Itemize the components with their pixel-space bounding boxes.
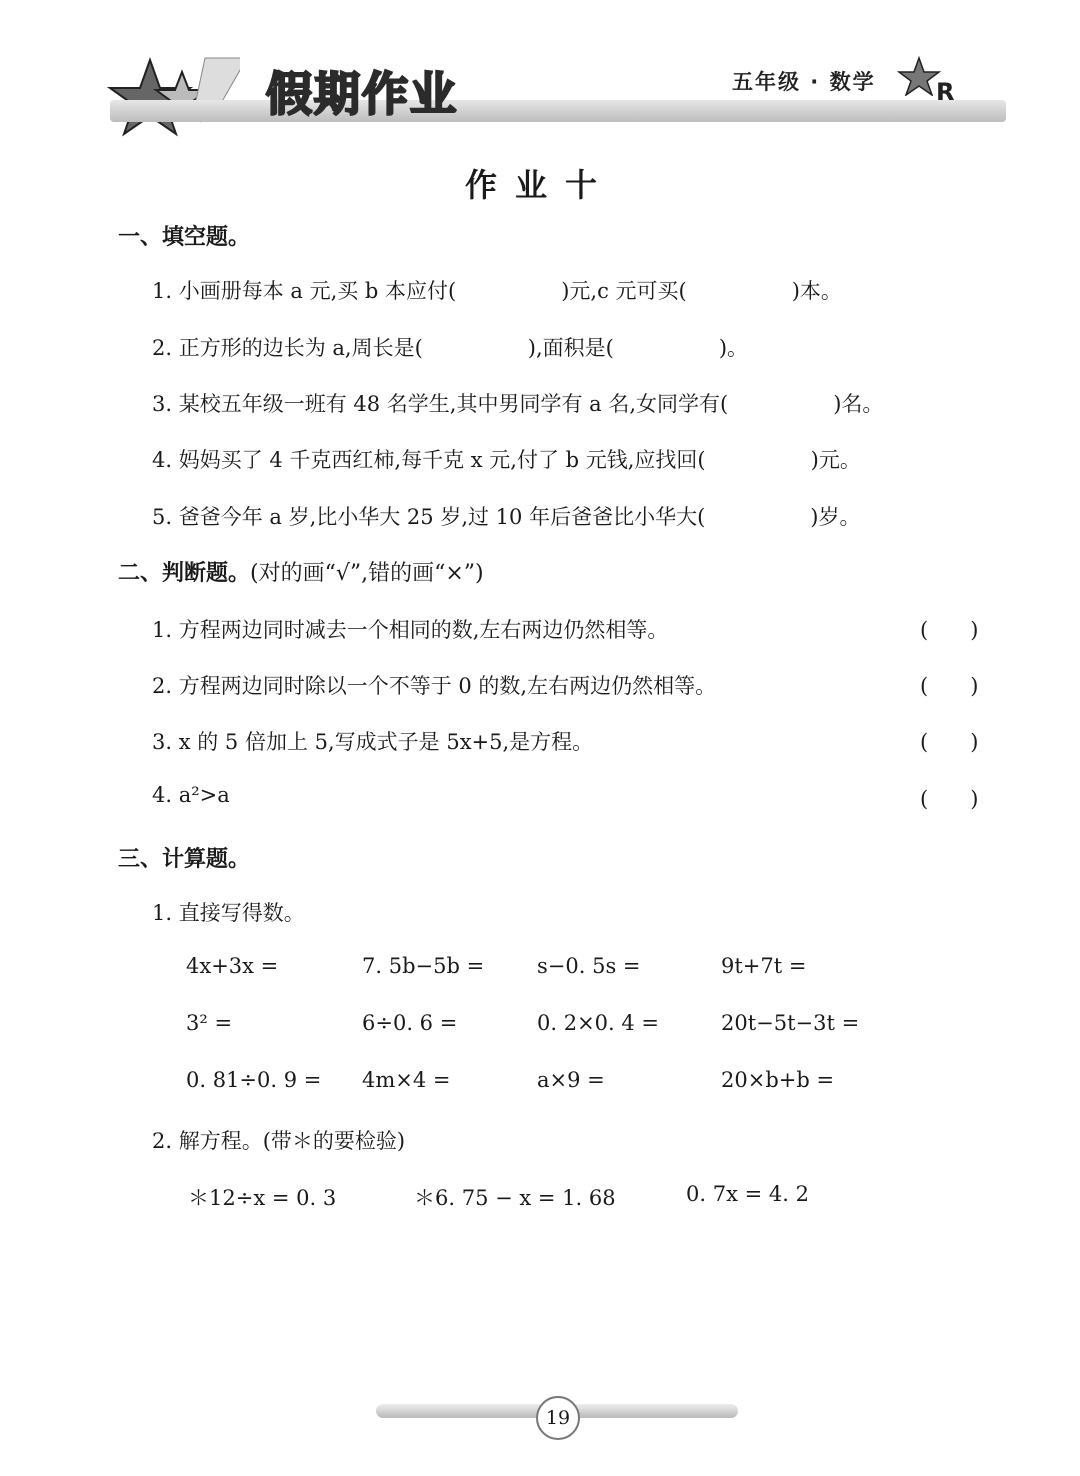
fill-question-5: 5. 爸爸今年 a 岁,比小华大 25 岁,过 10 年后爸爸比小华大( )岁。 — [152, 505, 861, 529]
answer-paren[interactable]: ( ) — [920, 618, 979, 642]
equation-1: ＊12÷x = 0. 3 — [188, 1186, 337, 1210]
answer-paren[interactable]: ( ) — [920, 674, 979, 698]
section-judge-note: (对的画“√”,错的画“×”) — [250, 561, 484, 586]
fill-question-2: 2. 正方形的边长为 a,周长是( ),面积是( )。 — [152, 336, 749, 360]
calc-sub1-label: 1. 直接写得数。 — [152, 901, 305, 925]
calc-cell: s−0. 5s = — [537, 954, 641, 978]
judge-question-1: 1. 方程两边同时减去一个相同的数,左右两边仍然相等。 — [152, 618, 669, 642]
equation-2: ＊6. 75 − x = 1. 68 — [414, 1186, 616, 1210]
calc-cell: 4x+3x = — [186, 954, 279, 978]
calc-cell: 20t−5t−3t = — [721, 1011, 860, 1035]
calc-cell: 0. 81÷0. 9 = — [186, 1068, 322, 1092]
judge-question-3: 3. x 的 5 倍加上 5,写成式子是 5x+5,是方程。 — [152, 730, 594, 754]
fill-question-1: 1. 小画册每本 a 元,买 b 本应付( )元,c 元可买( )本。 — [152, 279, 842, 303]
equation-3: 0. 7x = 4. 2 — [686, 1182, 809, 1206]
calc-cell: 20×b+b = — [721, 1068, 835, 1092]
fill-question-4: 4. 妈妈买了 4 千克西红柿,每千克 x 元,付了 b 元钱,应找回( )元。 — [152, 448, 861, 472]
calc-cell: a×9 = — [537, 1068, 605, 1092]
book-title: 假期作业 — [266, 67, 458, 121]
calc-cell: 4m×4 = — [362, 1068, 451, 1092]
section-calc-title: 三、计算题。 — [118, 847, 251, 872]
header-band — [110, 100, 1006, 122]
calc-cell: 0. 2×0. 4 = — [537, 1011, 660, 1035]
calc-cell: 3² = — [186, 1011, 233, 1035]
section-judge-label: 二、判断题。 — [118, 561, 251, 586]
calc-cell: 7. 5b−5b = — [362, 954, 485, 978]
section-fill-blank-title: 一、填空题。 — [118, 225, 251, 250]
grade-subject: 五年级 · 数学 — [732, 70, 876, 94]
judge-question-4: 4. a²>a — [152, 783, 230, 807]
fill-question-3: 3. 某校五年级一班有 48 名学生,其中男同学有 a 名,女同学有( )名。 — [152, 392, 884, 416]
calc-cell: 6÷0. 6 = — [362, 1011, 458, 1035]
answer-paren[interactable]: ( ) — [920, 730, 979, 754]
page-number: 19 — [536, 1396, 580, 1440]
edition-badge: R — [936, 78, 955, 106]
page-title: 作业十 — [464, 166, 615, 204]
calc-cell: 9t+7t = — [721, 954, 807, 978]
answer-paren[interactable]: ( ) — [920, 787, 979, 811]
calc-sub2-label: 2. 解方程。(带＊的要检验) — [152, 1129, 406, 1153]
section-judge-title — [118, 556, 484, 587]
judge-question-2: 2. 方程两边同时除以一个不等于 0 的数,左右两边仍然相等。 — [152, 674, 717, 698]
